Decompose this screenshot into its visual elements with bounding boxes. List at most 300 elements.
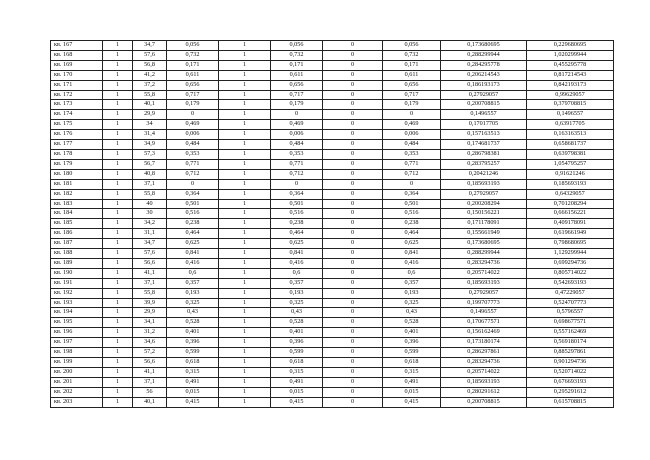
value-cell: 1	[103, 110, 133, 120]
value-cell: 0,280291612	[441, 387, 527, 397]
apartment-label-cell: кв. 183	[51, 199, 103, 209]
value-cell: 1	[103, 100, 133, 110]
value-cell: 0,501	[383, 199, 441, 209]
value-cell: 1	[103, 179, 133, 189]
value-cell: 0,006	[383, 130, 441, 140]
value-cell: 0	[271, 110, 323, 120]
value-cell: 1	[103, 70, 133, 80]
apartment-label-cell: кв. 194	[51, 308, 103, 318]
value-cell: 0,43	[383, 308, 441, 318]
value-cell: 1	[103, 60, 133, 70]
value-cell: 0,185693193	[441, 179, 527, 189]
apartment-label-cell: кв. 177	[51, 140, 103, 150]
table-row	[51, 90, 614, 100]
value-cell: 0,171	[383, 60, 441, 70]
value-cell: 0,501	[271, 199, 323, 209]
value-cell: 1	[219, 318, 271, 328]
value-cell: 34,9	[133, 140, 167, 150]
value-cell: 0,1496557	[527, 110, 614, 120]
value-cell: 0,295291612	[527, 387, 614, 397]
value-cell: 0	[323, 120, 383, 130]
value-cell: 1	[103, 80, 133, 90]
value-cell: 0,27929057	[441, 288, 527, 298]
value-cell: 0	[323, 50, 383, 60]
value-cell: 0,43	[271, 308, 323, 318]
value-cell: 0,409178091	[527, 219, 614, 229]
value-cell: 1	[103, 288, 133, 298]
value-cell: 0,185693193	[527, 179, 614, 189]
apartment-label-cell: кв. 175	[51, 120, 103, 130]
value-cell: 0	[323, 278, 383, 288]
table-row	[51, 367, 614, 377]
apartment-label-cell: кв. 201	[51, 377, 103, 387]
table-row	[51, 328, 614, 338]
value-cell: 1	[103, 229, 133, 239]
apartment-label-cell: кв. 188	[51, 249, 103, 259]
value-cell: 0,185693193	[441, 278, 527, 288]
table-row	[51, 239, 614, 249]
value-cell: 0	[323, 229, 383, 239]
value-cell: 34,7	[133, 41, 167, 51]
value-cell: 0,056	[167, 41, 219, 51]
value-cell: 0,171	[271, 60, 323, 70]
value-cell: 0,798680695	[527, 239, 614, 249]
value-cell: 0,771	[383, 159, 441, 169]
value-cell: 0,1496557	[441, 308, 527, 318]
value-cell: 0,357	[383, 278, 441, 288]
value-cell: 0,200208294	[441, 199, 527, 209]
value-cell: 56,7	[133, 159, 167, 169]
value-cell: 0,516	[167, 209, 219, 219]
value-cell: 1	[103, 397, 133, 407]
value-cell: 0,464	[167, 229, 219, 239]
table-row	[51, 397, 614, 407]
value-cell: 1	[219, 328, 271, 338]
value-cell: 0,193	[271, 288, 323, 298]
value-cell: 1	[219, 70, 271, 80]
value-cell: 1	[103, 90, 133, 100]
value-cell: 1	[103, 377, 133, 387]
value-cell: 0,283294736	[441, 258, 527, 268]
apartment-table	[50, 40, 614, 408]
value-cell: 0,401	[167, 328, 219, 338]
value-cell: 0,516	[383, 209, 441, 219]
value-cell: 0,238	[383, 219, 441, 229]
value-cell: 0,396	[167, 338, 219, 348]
value-cell: 0,599	[383, 348, 441, 358]
value-cell: 1	[219, 140, 271, 150]
value-cell: 1	[219, 229, 271, 239]
value-cell: 0,353	[383, 149, 441, 159]
value-cell: 0,524707773	[527, 298, 614, 308]
value-cell: 1	[219, 159, 271, 169]
value-cell: 0,599	[167, 348, 219, 358]
value-cell: 0,569180174	[527, 338, 614, 348]
value-cell: 57,2	[133, 348, 167, 358]
value-cell: 0,325	[383, 298, 441, 308]
value-cell: 0	[323, 140, 383, 150]
value-cell: 0	[323, 60, 383, 70]
value-cell: 0	[323, 258, 383, 268]
value-cell: 0,357	[167, 278, 219, 288]
value-cell: 0,516	[271, 209, 323, 219]
value-cell: 0,284295778	[441, 60, 527, 70]
value-cell: 0,185693193	[441, 377, 527, 387]
table-row	[51, 199, 614, 209]
table-row	[51, 268, 614, 278]
value-cell: 0,676693193	[527, 377, 614, 387]
value-cell: 1	[219, 348, 271, 358]
value-cell: 0,656	[383, 80, 441, 90]
apartment-label-cell: кв. 174	[51, 110, 103, 120]
value-cell: 0	[323, 239, 383, 249]
value-cell: 1	[219, 169, 271, 179]
value-cell: 0,699294736	[527, 258, 614, 268]
table-row	[51, 60, 614, 70]
value-cell: 1	[103, 338, 133, 348]
value-cell: 56,6	[133, 258, 167, 268]
value-cell: 30	[133, 209, 167, 219]
value-cell: 0,238	[167, 219, 219, 229]
value-cell: 41,1	[133, 268, 167, 278]
value-cell: 0,200708815	[441, 100, 527, 110]
value-cell: 1	[219, 358, 271, 368]
value-cell: 1	[103, 120, 133, 130]
value-cell: 1	[103, 140, 133, 150]
value-cell: 0,619661949	[527, 229, 614, 239]
value-cell: 1	[103, 318, 133, 328]
value-cell: 0,701208294	[527, 199, 614, 209]
value-cell: 0,193	[383, 288, 441, 298]
apartment-label-cell: кв. 182	[51, 189, 103, 199]
value-cell: 0,416	[271, 258, 323, 268]
value-cell: 0,698677571	[527, 318, 614, 328]
value-cell: 1	[103, 298, 133, 308]
table-row	[51, 387, 614, 397]
value-cell: 1	[103, 199, 133, 209]
value-cell: 0,288299944	[441, 50, 527, 60]
apartment-label-cell: кв. 191	[51, 278, 103, 288]
value-cell: 0	[323, 387, 383, 397]
apartment-label-cell: кв. 192	[51, 288, 103, 298]
value-cell: 1	[219, 338, 271, 348]
value-cell: 0,315	[383, 367, 441, 377]
table-row	[51, 209, 614, 219]
value-cell: 1	[219, 249, 271, 259]
value-cell: 56,6	[133, 358, 167, 368]
value-cell: 1	[103, 249, 133, 259]
value-cell: 1	[103, 50, 133, 60]
value-cell: 0,469	[383, 120, 441, 130]
value-cell: 0,732	[383, 50, 441, 60]
value-cell: 1	[103, 328, 133, 338]
value-cell: 0,325	[271, 298, 323, 308]
value-cell: 0,415	[271, 397, 323, 407]
value-cell: 0,464	[271, 229, 323, 239]
value-cell: 1	[103, 189, 133, 199]
table-row	[51, 100, 614, 110]
value-cell: 29,9	[133, 110, 167, 120]
value-cell: 1	[103, 41, 133, 51]
table-row	[51, 219, 614, 229]
value-cell: 0,186193173	[441, 80, 527, 90]
value-cell: 0,170677571	[441, 318, 527, 328]
value-cell: 0,17017705	[441, 120, 527, 130]
value-cell: 40,1	[133, 397, 167, 407]
apartment-label-cell: кв. 189	[51, 258, 103, 268]
value-cell: 55,8	[133, 90, 167, 100]
value-cell: 0,205714022	[441, 367, 527, 377]
value-cell: 0,885297861	[527, 348, 614, 358]
value-cell: 0,283795257	[441, 159, 527, 169]
value-cell: 31,1	[133, 229, 167, 239]
value-cell: 0,99629057	[527, 90, 614, 100]
value-cell: 1	[219, 268, 271, 278]
value-cell: 0,599	[271, 348, 323, 358]
value-cell: 0,484	[271, 140, 323, 150]
value-cell: 0,63917705	[527, 120, 614, 130]
value-cell: 1	[219, 209, 271, 219]
apartment-label-cell: кв. 187	[51, 239, 103, 249]
value-cell: 0	[323, 377, 383, 387]
value-cell: 1	[103, 209, 133, 219]
value-cell: 0	[323, 268, 383, 278]
value-cell: 0	[323, 397, 383, 407]
apartment-label-cell: кв. 193	[51, 298, 103, 308]
value-cell: 0,364	[383, 189, 441, 199]
value-cell: 1	[219, 130, 271, 140]
value-cell: 0	[323, 348, 383, 358]
value-cell: 0,469	[271, 120, 323, 130]
value-cell: 0,171178091	[441, 219, 527, 229]
value-cell: 0,717	[383, 90, 441, 100]
value-cell: 0,625	[167, 239, 219, 249]
value-cell: 1	[103, 159, 133, 169]
value-cell: 0,47229057	[527, 288, 614, 298]
value-cell: 0,229680695	[527, 41, 614, 51]
value-cell: 0,732	[167, 50, 219, 60]
value-cell: 37,1	[133, 278, 167, 288]
table-row	[51, 377, 614, 387]
value-cell: 0,179	[167, 100, 219, 110]
value-cell: 1	[219, 367, 271, 377]
value-cell: 1	[219, 41, 271, 51]
value-cell: 0,325	[167, 298, 219, 308]
value-cell: 0,611	[271, 70, 323, 80]
value-cell: 0,464	[383, 229, 441, 239]
value-cell: 1	[103, 149, 133, 159]
value-cell: 1	[219, 199, 271, 209]
value-cell: 0,732	[271, 50, 323, 60]
value-cell: 1	[103, 278, 133, 288]
value-cell: 56,8	[133, 60, 167, 70]
value-cell: 0,64329057	[527, 189, 614, 199]
table-row	[51, 50, 614, 60]
value-cell: 0,415	[167, 397, 219, 407]
value-cell: 0,771	[167, 159, 219, 169]
value-cell: 1	[103, 348, 133, 358]
value-cell: 0	[323, 110, 383, 120]
value-cell: 57,6	[133, 50, 167, 60]
value-cell: 0	[167, 179, 219, 189]
value-cell: 0	[323, 80, 383, 90]
value-cell: 1	[103, 308, 133, 318]
apartment-label-cell: кв. 170	[51, 70, 103, 80]
value-cell: 1	[219, 179, 271, 189]
value-cell: 0	[323, 288, 383, 298]
value-cell: 1	[103, 219, 133, 229]
value-cell: 0,401	[271, 328, 323, 338]
value-cell: 1	[219, 100, 271, 110]
value-cell: 0,771	[271, 159, 323, 169]
value-cell: 0,357	[271, 278, 323, 288]
table-row	[51, 140, 614, 150]
value-cell: 1	[103, 387, 133, 397]
table-row	[51, 298, 614, 308]
table-row	[51, 120, 614, 130]
value-cell: 1	[219, 50, 271, 60]
apartment-label-cell: кв. 190	[51, 268, 103, 278]
value-cell: 0,557162469	[527, 328, 614, 338]
value-cell: 0,353	[167, 149, 219, 159]
value-cell: 0	[323, 41, 383, 51]
value-cell: 1	[219, 80, 271, 90]
apartment-label-cell: кв. 172	[51, 90, 103, 100]
apartment-label-cell: кв. 168	[51, 50, 103, 60]
value-cell: 0,491	[167, 377, 219, 387]
value-cell: 29,9	[133, 308, 167, 318]
value-cell: 0,396	[383, 338, 441, 348]
value-cell: 0	[323, 179, 383, 189]
value-cell: 0,286297861	[441, 348, 527, 358]
value-cell: 0,205714022	[441, 268, 527, 278]
value-cell: 0,717	[167, 90, 219, 100]
value-cell: 0,43	[167, 308, 219, 318]
value-cell: 34,7	[133, 239, 167, 249]
value-cell: 31,2	[133, 328, 167, 338]
table-row	[51, 358, 614, 368]
value-cell: 0,163163513	[527, 130, 614, 140]
value-cell: 0	[323, 338, 383, 348]
value-cell: 0,469	[167, 120, 219, 130]
value-cell: 0	[323, 70, 383, 80]
value-cell: 0,712	[167, 169, 219, 179]
value-cell: 0,415	[383, 397, 441, 407]
value-cell: 0	[323, 308, 383, 318]
value-cell: 40,1	[133, 100, 167, 110]
value-cell: 0	[271, 179, 323, 189]
value-cell: 0,484	[167, 140, 219, 150]
value-cell: 0,015	[167, 387, 219, 397]
value-cell: 1	[103, 130, 133, 140]
value-cell: 0,015	[383, 387, 441, 397]
value-cell: 1	[219, 298, 271, 308]
value-cell: 0	[323, 90, 383, 100]
table-row	[51, 278, 614, 288]
value-cell: 1,020299944	[527, 50, 614, 60]
table-row	[51, 258, 614, 268]
value-cell: 0,491	[383, 377, 441, 387]
value-cell: 0,174681737	[441, 140, 527, 150]
value-cell: 0	[323, 328, 383, 338]
value-cell: 0,625	[383, 239, 441, 249]
value-cell: 1	[103, 358, 133, 368]
table-row	[51, 318, 614, 328]
value-cell: 1	[219, 149, 271, 159]
value-cell: 0,841	[383, 249, 441, 259]
value-cell: 0,901294736	[527, 358, 614, 368]
value-cell: 37,1	[133, 179, 167, 189]
value-cell: 1	[219, 120, 271, 130]
value-cell: 0,817214543	[527, 70, 614, 80]
apartment-label-cell: кв. 178	[51, 149, 103, 159]
value-cell: 0	[167, 110, 219, 120]
apartment-label-cell: кв. 202	[51, 387, 103, 397]
value-cell: 0,656	[167, 80, 219, 90]
value-cell: 0,491	[271, 377, 323, 387]
value-cell: 0,656	[271, 80, 323, 90]
table-row	[51, 288, 614, 298]
value-cell: 0,286798381	[441, 149, 527, 159]
value-cell: 40,8	[133, 169, 167, 179]
value-cell: 1	[103, 268, 133, 278]
value-cell: 0,006	[271, 130, 323, 140]
value-cell: 0,173180174	[441, 338, 527, 348]
value-cell: 0,056	[383, 41, 441, 51]
value-cell: 1	[219, 258, 271, 268]
value-cell: 0	[323, 298, 383, 308]
apartment-label-cell: кв. 184	[51, 209, 103, 219]
apartment-label-cell: кв. 199	[51, 358, 103, 368]
value-cell: 0,6	[271, 268, 323, 278]
value-cell: 0,611	[383, 70, 441, 80]
value-cell: 0,416	[383, 258, 441, 268]
value-cell: 1	[103, 169, 133, 179]
value-cell: 0	[323, 149, 383, 159]
value-cell: 1	[219, 239, 271, 249]
table-row	[51, 80, 614, 90]
value-cell: 0,171	[167, 60, 219, 70]
table-row	[51, 70, 614, 80]
value-cell: 0,717	[271, 90, 323, 100]
value-cell: 0,841	[167, 249, 219, 259]
value-cell: 0,015	[271, 387, 323, 397]
apartment-label-cell: кв. 179	[51, 159, 103, 169]
value-cell: 0,056	[271, 41, 323, 51]
value-cell: 0,20421246	[441, 169, 527, 179]
value-cell: 0,1496557	[441, 110, 527, 120]
value-cell: 0	[323, 199, 383, 209]
table-row	[51, 149, 614, 159]
value-cell: 0,455295778	[527, 60, 614, 70]
table-row	[51, 338, 614, 348]
value-cell: 0,501	[167, 199, 219, 209]
value-cell: 0,179	[383, 100, 441, 110]
value-cell: 0,841	[271, 249, 323, 259]
apartment-label-cell: кв. 185	[51, 219, 103, 229]
value-cell: 0,193	[167, 288, 219, 298]
value-cell: 0,006	[167, 130, 219, 140]
value-cell: 0,396	[271, 338, 323, 348]
value-cell: 55,8	[133, 189, 167, 199]
value-cell: 1,129299944	[527, 249, 614, 259]
value-cell: 0,364	[167, 189, 219, 199]
value-cell: 0,27929057	[441, 189, 527, 199]
value-cell: 0,206214543	[441, 70, 527, 80]
value-cell: 1	[103, 367, 133, 377]
value-cell: 0,6	[383, 268, 441, 278]
apartment-label-cell: кв. 173	[51, 100, 103, 110]
